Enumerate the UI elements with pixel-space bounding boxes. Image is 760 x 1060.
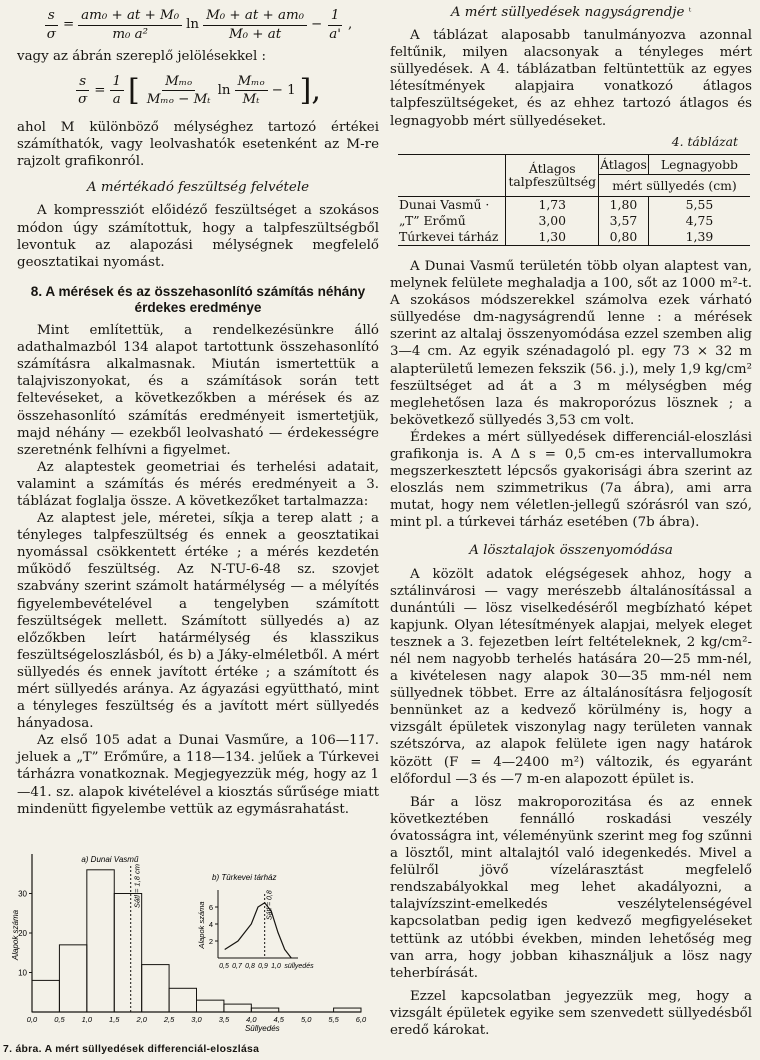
table-cell: 1,73	[506, 196, 599, 213]
histogram-bar	[169, 988, 196, 1012]
section-heading: 8. A mérések és az összehasonlító számítás néhány érdekes eredménye	[30, 283, 366, 316]
x-tick-label: 2,0	[136, 1015, 147, 1024]
histogram-bar	[224, 1004, 251, 1012]
right-column	[390, 0, 752, 1039]
paragraph: Bár a lösz makroporozitása és az ennek következtében fennálló roskadási veszély óvatosságra int, véleményünk szerint meg fog szűnni a lösztől, mint altalajtól való idegenkedés. Mivel a felülről jövő vízelárasztást megfelelő rendszabályokkal meg lehet akadályozni, a talajvízszint-emelkedés veszélytelenségével kapcsolatban pedig igen kedvező megfigyeléseket tettünk az utóbbi években, minden lehetőség meg van arra, hogy jobban kihasználjuk a lösz nagy teherbírását.	[390, 794, 752, 981]
formula-term: σ	[78, 91, 88, 107]
paragraph: Mint említettük, a rendelkezésünkre álló adathalmazból 134 alapot tartottunk összehasonlító számításra alkalmasnak. Miután ismertettük a talajviszonyokat, és a számítások során tett feltevéseket, a következőkben a mérések és az összehasonlító számítás eredményeit ismertetjük, majd néhány — ezekből leolvasható — érdekességre szeretnénk felhívni a figyelmet.	[17, 323, 379, 458]
histogram-bar	[32, 980, 59, 1012]
y-tick-label: 2	[208, 937, 213, 946]
row-label: Dunai Vasmű ·	[399, 196, 490, 212]
formula-term: a	[112, 91, 121, 107]
x-tick-label: 1,0	[271, 963, 281, 970]
left-column	[17, 0, 379, 818]
paragraph: Az alaptestek geometriai és terhelési adatait, valamint a számítás és mérés eredményeit a 3. táblázat foglalja össze. A következőket tartalmazza:	[17, 459, 379, 509]
formula-term: M₀ + at + am₀	[203, 7, 307, 25]
paragraph: A közölt adatok elégségesek ahhoz, hogy a sztálinvárosi — vagy merészebb általánosítással a dunántúli — lösz viselkedéséről megbízható képet kapjunk. Olyan létesítmények alapjai, melyek eleget tesznek a 3. fejezetben leírt feltételeknek, 2 kg/cm²-nél nem nagyobb terhelés hatására 20—25 mm-nél, a kivételesen nagy alapok 30—35 mm-nél nem süllyednek többet. Erre az általánosításra feljogosít bennünket az a kedvező körülmény is, hogy a vizsgált épületek viszonylag nagy területen vannak szétszórva, az alapok felülete igen nagy határok között (F = 4—2400 m²) változik, és egyaránt előfordul —3 és —7 m-en alapozott épület is.	[390, 566, 752, 787]
x-tick-label: 2,5	[163, 1015, 175, 1024]
y-axis-label: Alapok száma	[11, 909, 20, 961]
x-tick-label: 4,5	[273, 1015, 284, 1024]
x-tick-label: 0,0	[26, 1015, 38, 1024]
formula-term: Mₘₒ	[162, 73, 195, 91]
formula-term: −	[311, 17, 323, 33]
paragraph: A kompressziót előidéző feszültséget a szokásos módon úgy számítottuk, hogy a talpfeszültségből levontuk az alapozási mélységnek megfelelő geosztatikai nyomást.	[17, 203, 379, 270]
formula-term: m₀ a²	[112, 26, 148, 42]
formula-bracket: ],	[299, 72, 321, 108]
formula-term: s	[45, 7, 58, 25]
curve-b	[197, 873, 314, 970]
col-header: Átlagos	[599, 154, 649, 174]
table-cell: 3,57	[599, 213, 649, 229]
table-cell: 5,55	[648, 196, 750, 213]
chart-label: b) Türkevei tárház	[212, 873, 277, 882]
formula-term: M₀ + at	[228, 26, 282, 42]
subheading-text: A mért süllyedések nagyságrendje	[450, 5, 685, 20]
table-cell: 1,30	[506, 229, 599, 245]
row-label: „T” Erőmű	[399, 212, 466, 228]
histogram-bar	[114, 894, 141, 1013]
figure-7	[6, 840, 378, 1040]
subheading: A lösztalajok összenyomódása	[469, 543, 673, 559]
table-cell: 4,75	[648, 213, 750, 229]
x-tick-label: 0,8	[245, 963, 255, 970]
x-tick-label: 4,0	[246, 1015, 257, 1024]
formula-intro: vagy az ábrán szereplő jelölésekkel :	[17, 49, 267, 64]
formula-term: Mₘₒ − Mₜ	[146, 91, 211, 107]
formula-term: σ	[46, 26, 56, 42]
formula-bracket: [	[128, 72, 140, 108]
table-header-row	[398, 154, 750, 174]
table-row	[398, 213, 750, 229]
paragraph: Az alaptest jele, méretei, síkja a terep alatt ; a tényleges talpfeszültség és ennek a geosztatikai nyomással csökkentett értéke ; a mérés kezdetén működő feszültség. Az N-TU-6-48 sz. szovjet szabvány szerint számolt határmélység — a mélyítés figyelembevételével a tengelyben számított feszültségek mellett. Számított süllyedés a) az előzőkben leírt határmélység és klasszikus feszültségeloszlásból, és b) a Jáky-elméletből. A mért süllyedés és ennek javított értéke ; a számított és mért süllyedés aránya. Az ágyazási együttható, mint a tényleges feszültség és a javított mért süllyedés hányadosa.	[17, 511, 379, 732]
stray-mark: ᵗ	[688, 7, 692, 18]
table-caption: 4. táblázat	[671, 133, 738, 149]
y-tick-label: 10	[18, 968, 27, 978]
formula-term: =	[62, 17, 75, 33]
chart-label: a) Dunai Vasmű	[81, 855, 139, 864]
x-tick-label: 0,7	[232, 963, 242, 970]
formula-term: − 1	[271, 82, 296, 98]
y-axis-label: Alapok száma	[197, 901, 206, 949]
paragraph: ahol M különböző mélységhez tartozó értékei számíthatók, vagy leolvashatók esetenként az M-re rajzolt grafikonról.	[17, 120, 379, 170]
x-tick-label: 0,5	[54, 1015, 65, 1024]
formula-term: Mₜ	[242, 91, 260, 107]
table-row	[398, 196, 750, 213]
table-row	[398, 229, 750, 245]
formula-term: s	[76, 73, 89, 91]
curve-line	[225, 903, 292, 958]
mean-annotation: Sátl = 1,8 cm	[132, 864, 142, 908]
formula-term: 1	[328, 7, 343, 25]
paragraph: Érdekes a mért süllyedések differenciál-eloszlási grafikonja is. A Δ s = 0,5 cm-es intervallumokra megszerkesztett lépcsős gyakorisági ábra szerint az eloszlás nem szimmetrikus (7a ábra), ami arra mutat, hogy nem véletlen-jellegű szórásról van szó, mint pl. a túrkevei tárház esetében (7b ábra).	[390, 429, 752, 531]
x-tick-label: 0,9	[258, 963, 268, 970]
x-tick-label: 3,0	[191, 1015, 202, 1024]
histogram-bar	[142, 965, 169, 1012]
formula-term: am₀ + at + M₀	[78, 7, 182, 25]
formula-2	[17, 65, 379, 115]
x-tick-label: 6,0	[355, 1015, 367, 1024]
formula-term: ln	[217, 82, 231, 98]
subheading: A mértékadó feszültség felvétele	[86, 180, 310, 196]
histogram-a	[11, 854, 367, 1033]
table-cell: 0,80	[599, 229, 649, 245]
y-tick-label: 20	[18, 929, 27, 938]
formula-term: ln	[186, 17, 200, 33]
col-header: Legnagyobb	[648, 154, 750, 174]
row-label: Túrkevei tárház	[399, 228, 499, 244]
formula-term: 1	[110, 73, 125, 91]
table-rule	[398, 245, 750, 252]
formula-term: =	[94, 82, 106, 98]
table-corner	[398, 154, 506, 196]
mean-annotation: Sátl = 0,8	[266, 890, 274, 920]
histogram-bar	[197, 1000, 224, 1012]
x-tick-label: 0,5	[219, 963, 229, 970]
table-body	[398, 196, 750, 245]
col-header: Átlagos talpfeszültség	[506, 154, 599, 196]
y-tick-label: 6	[208, 903, 213, 912]
x-tick-label: 1,0	[81, 1015, 93, 1024]
x-tick-label: 3,5	[218, 1015, 230, 1024]
table-4	[398, 154, 750, 245]
x-tick-label: 5,0	[300, 1015, 312, 1024]
histogram-bar	[59, 945, 86, 1012]
subheading	[390, 4, 752, 21]
unit-header: mért süllyedés (cm)	[599, 174, 750, 196]
table-cell: 1,39	[648, 229, 750, 245]
formula-term: a'	[329, 26, 341, 42]
y-tick-label: 30	[18, 889, 27, 899]
histogram-bar	[87, 870, 114, 1012]
y-tick-label: 4	[208, 920, 213, 929]
paragraph: A táblázat alaposabb tanulmányozva azonnal feltűnik, milyen alacsonyak a tényleges mért süllyedések. A 4. táblázatban feltüntettük az egyes létesítmények alapjaira vonatkozó átlagos talpfeszültségeket, és az ehhez tartozó átlagos és legnagyobb mért süllyedéseket.	[390, 28, 752, 129]
paragraph: Az első 105 adat a Dunai Vasműre, a 106—117. jeluek a „T” Erőműre, a 118—134. jelűek a Túrkevei tárházra vonatkoznak. Megjegyezzük még, hogy az 1—41. sz. alapok kivételével a kiosztás sűrűsége miatt mindenütt figyelembe vettük az egymásrahatást.	[17, 733, 379, 817]
table-cell: 1,80	[599, 196, 649, 213]
formula-1	[17, 2, 379, 48]
x-tick-label: 1,5	[109, 1015, 120, 1024]
x-axis-label: süllyedés	[284, 963, 314, 970]
x-axis-label: Süllyedés	[244, 1024, 280, 1033]
table-cell: 3,00	[506, 213, 599, 229]
paragraph: A Dunai Vasmű területén több olyan alaptest van, melynek felülete meghaladja a 100, sőt az 1000 m²-t. A szokásos módszerekkel számolva ezek várható süllyedése dm-nagyságrendű lenne : a mérések szerint az altalaj összenyomódása ezzel szemben alig 3—4 cm. Az egyik szénadagoló pl. egy 73 × 32 m alapterületű lemezen fekszik (56. j.), mely 1,9 kg/cm² feszültséget ad át a 3 m mélységben még meglehetősen laza és makroporózus lösznek ; a bekövetkező süllyedés 3,53 cm volt.	[390, 258, 752, 428]
formula-term: Mₘₒ	[235, 73, 268, 91]
figure-caption: 7. ábra. A mért süllyedések differenciál-eloszlása	[3, 1044, 260, 1055]
paragraph: Ezzel kapcsolatban jegyezzük meg, hogy a vizsgált épületek egyike sem szenvedett süllyedésből eredő károkat.	[390, 988, 752, 1038]
formula-term: ,	[347, 17, 353, 33]
x-tick-label: 5,5	[328, 1015, 339, 1024]
